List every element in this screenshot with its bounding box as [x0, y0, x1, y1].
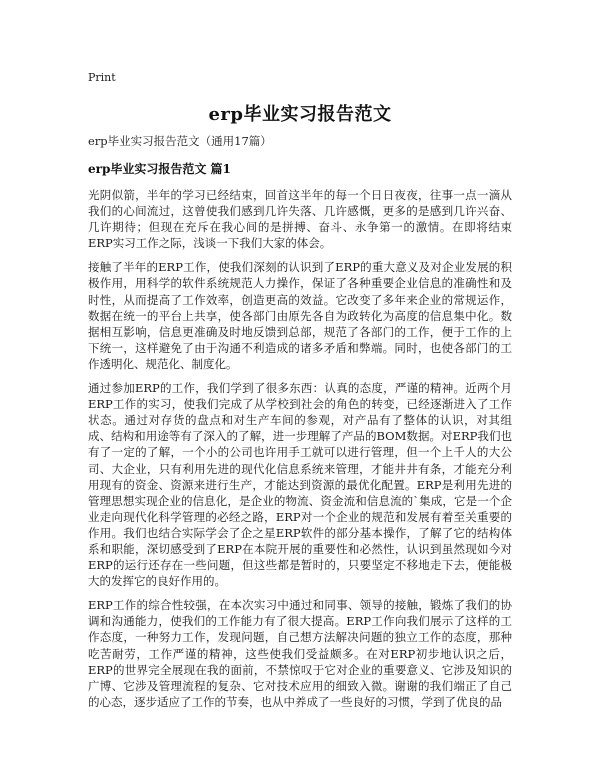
paragraph-3: 通过参加ERP的工作，我们学到了很多东西：认真的态度，严谨的精神。近两个月ERP工作的实习，使我们完成了从学校到社会的角色的转变，已经逐渐进入了工作状态。通过对存货的盘点和对生产车间的参观，对产品有了整体的认识，对其组成、结构和用途等有了深入的了解，进一步理解了产品的BOM数据。对ERP我们也有了一定的了解，一个小的公司也许用手工就可以进行管理，但一个上千人的大公司、大企业，只有利用先进的现代化信息系统来管理，才能井井有条，才能充分利用现有的资金、资源来进行生产，才能达到资源的最优化配置。ERP是利用先进的管理思想实现企业的信息化，是企业的物流、资金流和信息流的`集成，它是一个企业走向现代化科学管理的必经之路，ERP对一个企业的规范和发展有着至关重要的作用。我们也结合实际学会了企之星ERP软件的部分基本操作，了解了它的结构体系和职能，深切感受到了ERP在本院开展的重要性和必然性，认识到虽然现如今对ERP的运行还存在一些问题，但这些都是暂时的，只要坚定不移地走下去，便能极大的发挥它的良好作用的。 [88, 381, 512, 589]
section-heading: erp毕业实习报告范文 篇1 [88, 162, 231, 176]
document-body [88, 187, 512, 718]
paragraph-1: 光阴似箭，半年的学习已经结束，回首这半年的每一个日日夜夜，往事一点一滴从我们的心间流过，这曾使我们感到几许失落、几许感慨，更多的是感到几许兴奋、几许期待；但现在充斥在我心间的是拼搏、奋斗、永争第一的激情。在即将结束ERP实习工作之际，浅谈一下我们大家的体会。 [88, 188, 512, 251]
print-label[interactable]: Print [88, 71, 116, 84]
paragraph-4: ERP工作的综合性较强，在本次实习中通过和同事、领导的接触，锻炼了我们的协调和沟通能力，使我们的工作能力有了很大提高。ERP工作向我们展示了这样的工作态度，一种努力工作，发现问题，自己想方法解决问题的独立工作的态度，那种吃苦耐劳，工作严谨的精神，这些使我们受益颇多。在对ERP初步地认识之后，ERP的世界完全展现在我的面前，不禁惊叹于它对企业的重要意义、它涉及知识的广博、它涉及管理流程的复杂、它对技术应用的细致入微。谢谢的我们端正了自己的心态，逐步适应了工作的节奏，也从中养成了一些良好的习惯，学到了优良的品 [88, 598, 512, 709]
paragraph-2: 接触了半年的ERP工作，使我们深刻的认识到了ERP的重大意义及对企业发展的积极作用，用科学的软件系统规范人力操作，保证了各种重要企业信息的准确性和及时性，从而提高了工作效率，创造更高的效益。它改变了多年来企业的常规运作，数据在统一的平台上共享，使各部门由原先各自为政转化为高度的信息集中化。数据相互影响，信息更准确及时地反馈到总部，规范了各部门的工作，便于工作的上下统一，这样避免了由于沟通不利造成的诸多矛盾和弊端。同时，也使各部门的工作透明化、规范化、制度化。 [88, 260, 512, 371]
document-subtitle: erp毕业实习报告范文（通用17篇） [88, 134, 272, 148]
document-title: erp毕业实习报告范文 [208, 104, 392, 125]
